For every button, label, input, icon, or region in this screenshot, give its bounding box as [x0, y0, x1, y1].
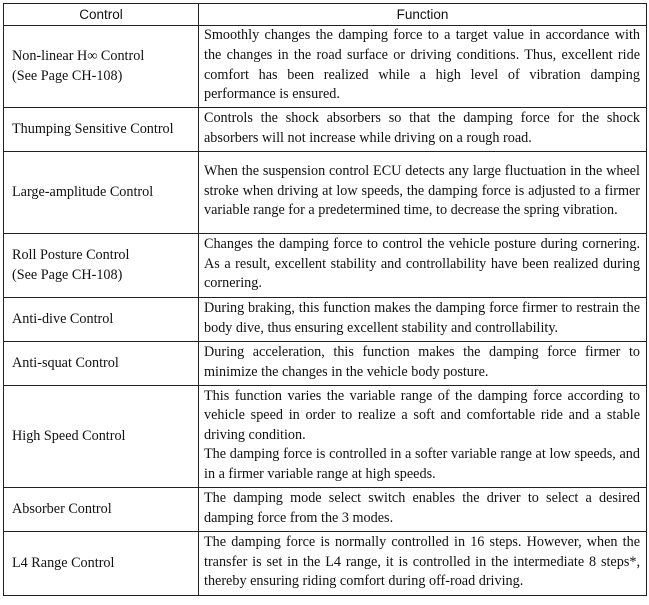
control-name-cell	[4, 298, 199, 342]
table-row	[4, 386, 647, 488]
control-name-line: High Speed Control	[12, 427, 126, 444]
control-name-line: L4 Range Control	[12, 554, 115, 571]
control-name-line: Anti-squat Control	[12, 354, 119, 371]
function-paragraph: Controls the shock absorbers so that the damping force for the shock absorbers will not increase while driving on a rough road.	[204, 109, 640, 146]
table-row	[4, 342, 647, 386]
function-description-cell	[199, 488, 647, 532]
function-description-cell	[199, 108, 647, 152]
control-name-line: Roll Posture Control	[12, 246, 130, 263]
control-name-cell	[4, 108, 199, 152]
table-row	[4, 298, 647, 342]
function-description-cell	[199, 26, 647, 108]
table-row	[4, 26, 647, 108]
control-name-line: Absorber Control	[12, 500, 112, 517]
control-name-cell	[4, 234, 199, 298]
function-paragraph: The damping mode select switch enables the driver to select a desired damping force from the 3 modes.	[204, 489, 640, 526]
control-name-line: (See Page CH-108)	[12, 266, 123, 283]
table-header-row	[4, 4, 647, 26]
control-name-cell	[4, 152, 199, 234]
function-description-cell	[199, 532, 647, 596]
function-paragraph: The damping force is controlled in a softer variable range at low speeds, and in a firmer variable range at high speeds.	[204, 446, 640, 482]
control-function-table	[3, 3, 647, 596]
table-row	[4, 532, 647, 596]
control-name-cell	[4, 532, 199, 596]
control-name-line: (See Page CH-108)	[12, 67, 123, 84]
function-paragraph: During acceleration, this function makes the damping force firmer to minimize the changes in the vehicle body posture.	[204, 343, 640, 380]
control-name-cell	[4, 342, 199, 386]
control-name-cell	[4, 386, 199, 488]
control-name-line: Large-amplitude Control	[12, 183, 154, 200]
table-row	[4, 108, 647, 152]
function-description-cell	[199, 152, 647, 234]
table-row	[4, 152, 647, 234]
control-name-line: Anti-dive Control	[12, 310, 114, 327]
control-name-line: Thumping Sensitive Control	[12, 120, 174, 137]
control-name-cell	[4, 26, 199, 108]
table-body	[4, 26, 647, 596]
table-row	[4, 234, 647, 298]
function-description-cell	[199, 234, 647, 298]
function-paragraph: Changes the damping force to control the vehicle posture during cornering. As a result, excellent stability and controllability have been realized during cornering.	[204, 236, 640, 292]
control-column-header: Control	[4, 4, 199, 26]
function-description-cell	[199, 298, 647, 342]
function-paragraph: The damping force is normally controlled in 16 steps. However, when the transfer is set in the L4 range, it is controlled in the intermediate 8 steps*, thereby ensuring riding comfort during off-road driving.	[204, 534, 640, 590]
function-paragraph: During braking, this function makes the damping force firmer to restrain the body dive, thus ensuring excellent stability and controllability.	[204, 299, 640, 336]
function-paragraph: This function varies the variable range of the damping force according to vehicle speed in order to realize a soft and comfortable ride and a stable driving condition.	[204, 387, 640, 443]
function-paragraph: When the suspension control ECU detects any large fluctuation in the wheel stroke when driving at low speeds, the damping force is adjusted to a firmer variable range for a predetermined time, to decrease the spring vibration.	[204, 163, 640, 219]
table-row	[4, 488, 647, 532]
function-column-header: Function	[199, 4, 647, 26]
function-description-cell	[199, 386, 647, 488]
function-paragraph: Smoothly changes the damping force to a target value in accordance with the changes in the road surface or driving conditions. Thus, excellent ride comfort has been realized while a high level of vibration damping performance is ensured.	[204, 27, 640, 103]
control-name-cell	[4, 488, 199, 532]
function-description-cell	[199, 342, 647, 386]
control-name-line: Non-linear H∞ Control	[12, 47, 145, 64]
